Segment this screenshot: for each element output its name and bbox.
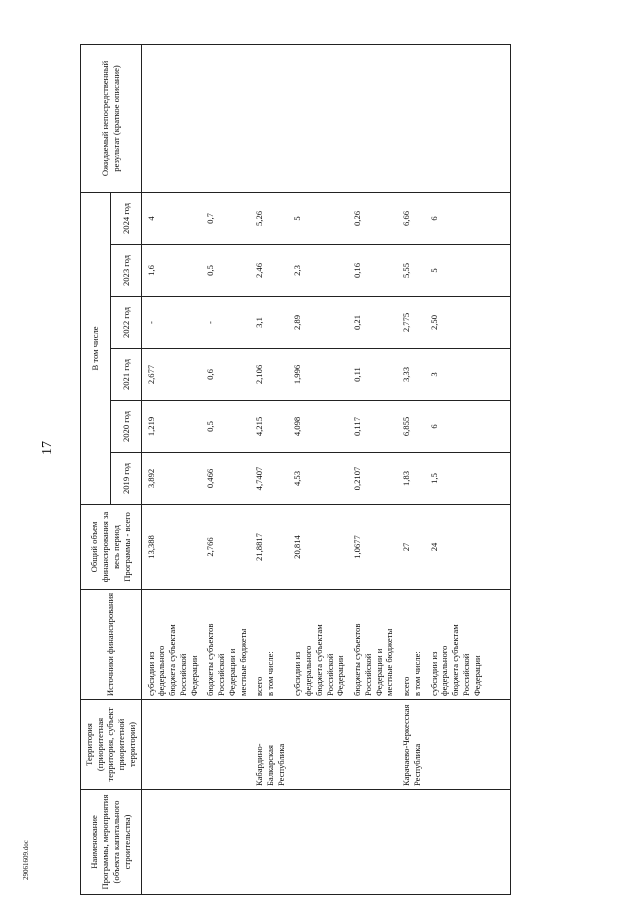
empty-cell bbox=[484, 401, 511, 453]
source-line: Федерации bbox=[188, 655, 199, 696]
cell-territory bbox=[348, 700, 397, 790]
table-body bbox=[141, 44, 511, 894]
cell-y2024: 6 bbox=[425, 192, 485, 244]
rotated-table-page bbox=[80, 35, 620, 895]
table-row bbox=[288, 44, 348, 894]
cell-y2021: 3,33 bbox=[397, 349, 424, 401]
cell-y2020: 0,5 bbox=[201, 401, 250, 453]
cell-y2021: 0,6 bbox=[201, 349, 250, 401]
header-year-2019: 2019 год bbox=[111, 453, 141, 505]
cell-y2022: 0,21 bbox=[348, 297, 397, 349]
cell-y2023: 0,16 bbox=[348, 245, 397, 297]
empty-cell bbox=[484, 590, 511, 700]
source-line: бюджеты субъектов bbox=[205, 623, 216, 696]
source-line: в том числе: bbox=[265, 651, 276, 696]
cell-y2023: 1,6 bbox=[141, 245, 201, 297]
source-line: субсидии из bbox=[428, 651, 439, 696]
empty-cell bbox=[484, 505, 511, 590]
cell-y2022: - bbox=[201, 297, 250, 349]
source-line: Федерации и bbox=[226, 648, 237, 696]
financing-table bbox=[80, 44, 511, 895]
cell-name bbox=[425, 790, 485, 895]
cell-y2020: 0,117 bbox=[348, 401, 397, 453]
table-row bbox=[397, 44, 424, 894]
cell-source bbox=[201, 590, 250, 700]
header-territory: Территория (приоритетная территория, субъект приоритетной территории) bbox=[81, 700, 142, 790]
source-line: бюджета субъектам bbox=[313, 624, 324, 696]
cell-result bbox=[425, 44, 485, 192]
cell-y2022: 2,50 bbox=[425, 297, 485, 349]
cell-name bbox=[397, 790, 424, 895]
header-year-2024: 2024 год bbox=[111, 192, 141, 244]
cell-y2019: 0,466 bbox=[201, 453, 250, 505]
source-line: Российской bbox=[324, 653, 335, 696]
source-line: федерального bbox=[156, 645, 167, 696]
cell-y2021: 2,106 bbox=[250, 349, 288, 401]
table-row bbox=[348, 44, 397, 894]
empty-cell bbox=[484, 790, 511, 895]
empty-cell bbox=[484, 349, 511, 401]
source-line: Федерации bbox=[335, 655, 346, 696]
header-year-2023: 2023 год bbox=[111, 245, 141, 297]
cell-name bbox=[201, 790, 250, 895]
cell-y2019: 4,53 bbox=[288, 453, 348, 505]
source-line: местные бюджеты bbox=[384, 628, 395, 696]
header-year-2022: 2022 год bbox=[111, 297, 141, 349]
cell-y2021: 3 bbox=[425, 349, 485, 401]
cell-total: 27 bbox=[397, 505, 424, 590]
cell-result bbox=[250, 44, 288, 192]
cell-source bbox=[425, 590, 485, 700]
cell-result bbox=[348, 44, 397, 192]
cell-territory: Кабардино-Балкарская Республика bbox=[250, 700, 288, 790]
cell-y2020: 4,098 bbox=[288, 401, 348, 453]
source-line: местные бюджеты bbox=[237, 628, 248, 696]
cell-y2024: 5 bbox=[288, 192, 348, 244]
cell-total: 2,766 bbox=[201, 505, 250, 590]
header-sources: Источники финансирования bbox=[81, 590, 142, 700]
cell-name bbox=[288, 790, 348, 895]
table-row bbox=[250, 44, 288, 894]
cell-y2019: 1,5 bbox=[425, 453, 485, 505]
cell-y2020: 6 bbox=[425, 401, 485, 453]
page-number: 17 bbox=[40, 441, 55, 455]
cell-result bbox=[141, 44, 201, 192]
cell-source bbox=[397, 590, 424, 700]
source-line: бюджета субъектам bbox=[450, 624, 461, 696]
cell-y2023: 5,55 bbox=[397, 245, 424, 297]
source-line: Российской bbox=[362, 653, 373, 696]
source-line: субсидии из bbox=[145, 651, 156, 696]
empty-cell bbox=[484, 453, 511, 505]
cell-source bbox=[348, 590, 397, 700]
cell-y2021: 1,996 bbox=[288, 349, 348, 401]
cell-name bbox=[141, 790, 201, 895]
source-line: Российской bbox=[460, 653, 471, 696]
cell-y2021: 2,677 bbox=[141, 349, 201, 401]
cell-result bbox=[397, 44, 424, 192]
cell-result bbox=[288, 44, 348, 192]
cell-name bbox=[348, 790, 397, 895]
cell-total: 24 bbox=[425, 505, 485, 590]
cell-name bbox=[250, 790, 288, 895]
empty-cell bbox=[484, 44, 511, 192]
cell-total: 21,8817 bbox=[250, 505, 288, 590]
cell-y2024: 4 bbox=[141, 192, 201, 244]
cell-territory: Карачаево-Черкесская Республика bbox=[397, 700, 424, 790]
cell-total: 13,388 bbox=[141, 505, 201, 590]
source-line: всего bbox=[401, 676, 412, 696]
cell-territory bbox=[141, 700, 201, 790]
cell-y2021: 0,11 bbox=[348, 349, 397, 401]
source-line: федерального bbox=[439, 645, 450, 696]
cell-source bbox=[288, 590, 348, 700]
cell-y2023: 0,5 bbox=[201, 245, 250, 297]
cell-territory bbox=[201, 700, 250, 790]
cell-y2022: 2,89 bbox=[288, 297, 348, 349]
cell-y2019: 3,892 bbox=[141, 453, 201, 505]
cell-total: 1,0677 bbox=[348, 505, 397, 590]
empty-cell bbox=[484, 192, 511, 244]
cell-y2019: 0,2107 bbox=[348, 453, 397, 505]
cell-y2020: 1,219 bbox=[141, 401, 201, 453]
cell-y2024: 6,66 bbox=[397, 192, 424, 244]
cell-y2019: 1,83 bbox=[397, 453, 424, 505]
table-row bbox=[141, 44, 201, 894]
empty-cell bbox=[484, 245, 511, 297]
cell-territory bbox=[288, 700, 348, 790]
cell-y2020: 4,215 bbox=[250, 401, 288, 453]
cell-y2024: 0,26 bbox=[348, 192, 397, 244]
empty-cell bbox=[484, 700, 511, 790]
cell-y2022: - bbox=[141, 297, 201, 349]
header-year-2020: 2020 год bbox=[111, 401, 141, 453]
document-code: 29061609.doc bbox=[22, 840, 30, 880]
source-line: в том числе: bbox=[411, 651, 422, 696]
header-result: Ожидаемый непосредственный результат (краткое описание) bbox=[81, 44, 142, 192]
table-row bbox=[201, 44, 250, 894]
table-bottom-row bbox=[484, 44, 511, 894]
cell-y2023: 5 bbox=[425, 245, 485, 297]
header-name: Наименование Программы, мероприятия (объекта капитального строительства) bbox=[81, 790, 142, 895]
header-total: Общий объем финансирования за весь период Программы - всего bbox=[81, 505, 142, 590]
source-line: бюджеты субъектов bbox=[352, 623, 363, 696]
source-line: Российской bbox=[216, 653, 227, 696]
cell-total: 20,814 bbox=[288, 505, 348, 590]
source-line: Федерации и bbox=[373, 648, 384, 696]
cell-y2024: 5,26 bbox=[250, 192, 288, 244]
cell-source bbox=[141, 590, 201, 700]
source-line: субсидии из bbox=[292, 651, 303, 696]
header-year-2021: 2021 год bbox=[111, 349, 141, 401]
source-line: Российской bbox=[177, 653, 188, 696]
cell-y2022: 3,1 bbox=[250, 297, 288, 349]
cell-y2022: 2,775 bbox=[397, 297, 424, 349]
source-line: бюджета субъектам bbox=[167, 624, 178, 696]
empty-cell bbox=[484, 297, 511, 349]
cell-y2020: 6,855 bbox=[397, 401, 424, 453]
cell-y2019: 4,7407 bbox=[250, 453, 288, 505]
cell-result bbox=[201, 44, 250, 192]
cell-y2024: 0,7 bbox=[201, 192, 250, 244]
cell-source bbox=[250, 590, 288, 700]
source-line: всего bbox=[254, 676, 265, 696]
cell-territory bbox=[425, 700, 485, 790]
cell-y2023: 2,3 bbox=[288, 245, 348, 297]
cell-y2023: 2,46 bbox=[250, 245, 288, 297]
table-row bbox=[425, 44, 485, 894]
source-line: федерального bbox=[303, 645, 314, 696]
header-including: В том числе bbox=[81, 192, 111, 504]
source-line: Федерации bbox=[471, 655, 482, 696]
